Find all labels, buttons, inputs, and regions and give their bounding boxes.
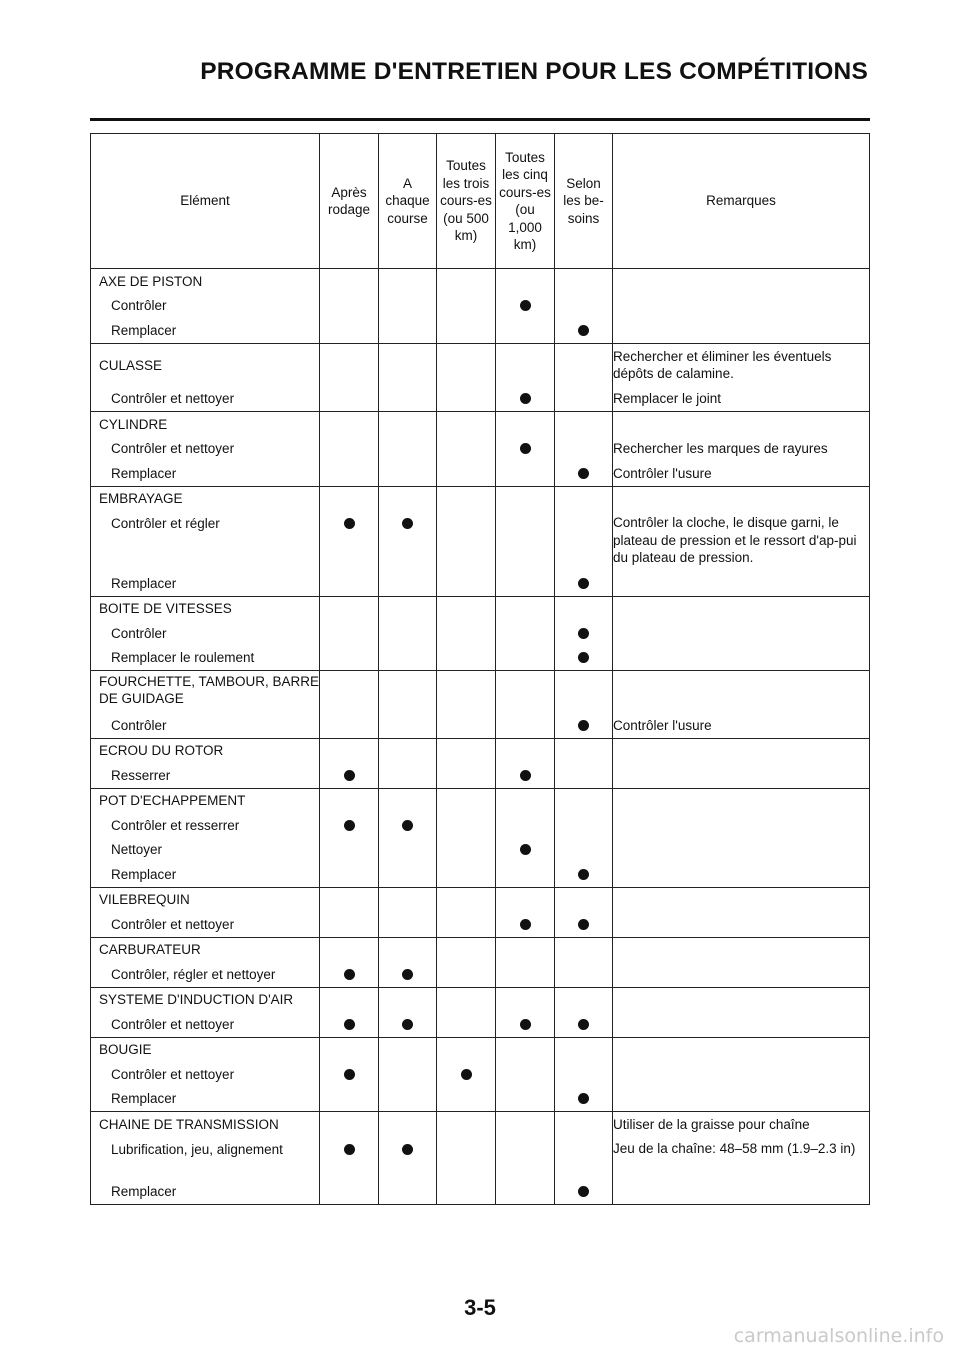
element-cell (91, 269, 320, 344)
task-label: Contrôler (111, 625, 167, 641)
table-row (91, 1037, 870, 1112)
task-label: Remplacer (111, 1091, 177, 1107)
category-title: BOUGIE (99, 1042, 152, 1058)
interval-cell (379, 269, 437, 344)
check-dot (578, 578, 589, 589)
interval-cell (555, 738, 613, 788)
remarks-cell (613, 788, 870, 887)
header-as-needed: Selon les be-soins (555, 134, 613, 269)
check-dot (344, 1144, 355, 1155)
remark-text: Contrôler la cloche, le disque garni, le plateau de pression et le ressort d'ap-pui du plateau de pression. (613, 515, 857, 565)
interval-cell (555, 412, 613, 487)
maintenance-table (90, 133, 870, 1205)
check-dot (578, 919, 589, 930)
interval-cell (496, 1037, 555, 1112)
category-title: SYSTEME D'INDUCTION D'AIR (99, 992, 294, 1008)
check-dot (402, 1019, 413, 1030)
task-label: Contrôler et nettoyer (111, 1016, 235, 1032)
check-dot (578, 1186, 589, 1197)
interval-cell (437, 486, 496, 596)
check-dot (461, 1069, 472, 1080)
element-cell (91, 1037, 320, 1112)
interval-cell (555, 788, 613, 887)
task-label: Contrôler (111, 298, 167, 314)
interval-cell (320, 987, 379, 1037)
interval-cell (379, 412, 437, 487)
interval-cell (437, 671, 496, 739)
check-dot (578, 869, 589, 880)
task-label: Nettoyer (111, 842, 163, 858)
table-row (91, 788, 870, 887)
interval-cell (379, 987, 437, 1037)
table-row (91, 738, 870, 788)
interval-cell (320, 788, 379, 887)
category-title: AXE DE PISTON (99, 273, 203, 289)
task-label: Contrôler (111, 717, 167, 733)
remark-text: Remplacer le joint (613, 391, 722, 406)
category-title: VILEBREQUIN (99, 892, 190, 908)
interval-cell (437, 596, 496, 671)
table-row (91, 987, 870, 1037)
interval-cell (555, 937, 613, 987)
task-label: Contrôler et nettoyer (111, 391, 235, 407)
remarks-cell (613, 343, 870, 412)
check-dot (344, 518, 355, 529)
check-dot (578, 325, 589, 336)
remarks-cell (613, 596, 870, 671)
table-row (91, 486, 870, 596)
remarks-cell (613, 1112, 870, 1205)
category-title: CARBURATEUR (99, 942, 201, 958)
remarks-cell (613, 987, 870, 1037)
task-label: Contrôler et nettoyer (111, 441, 235, 457)
check-dot (520, 844, 531, 855)
category-title: CYLINDRE (99, 416, 168, 432)
page-title: PROGRAMME D'ENTRETIEN POUR LES COMPÉTITIONS (200, 58, 868, 85)
task-label: Lubrification, jeu, alignement (111, 1141, 283, 1157)
table-row (91, 596, 870, 671)
check-dot (578, 1093, 589, 1104)
category-title: FOURCHETTE, TAMBOUR, BARRE DE GUIDAGE (99, 674, 320, 706)
remark-text: Rechercher les marques de rayures (613, 441, 828, 456)
remarks-cell (613, 937, 870, 987)
category-title: CHAINE DE TRANSMISSION (99, 1116, 279, 1132)
check-dot (344, 1019, 355, 1030)
element-cell (91, 412, 320, 487)
interval-cell (379, 671, 437, 739)
interval-cell (496, 788, 555, 887)
interval-cell (496, 269, 555, 344)
interval-cell (379, 596, 437, 671)
element-cell (91, 1112, 320, 1205)
element-cell (91, 788, 320, 887)
interval-cell (320, 343, 379, 412)
check-dot (578, 1019, 589, 1030)
interval-cell (379, 887, 437, 937)
element-cell (91, 596, 320, 671)
element-cell (91, 887, 320, 937)
category-title: CULASSE (99, 357, 163, 373)
table-row (91, 269, 870, 344)
task-label: Contrôler et resserrer (111, 817, 240, 833)
check-dot (344, 770, 355, 781)
interval-cell (320, 937, 379, 987)
interval-cell (496, 887, 555, 937)
check-dot (520, 300, 531, 311)
task-label: Contrôler et nettoyer (111, 916, 235, 932)
interval-cell (496, 343, 555, 412)
interval-cell (555, 671, 613, 739)
interval-cell (437, 1037, 496, 1112)
task-label: Contrôler et nettoyer (111, 1066, 235, 1082)
interval-cell (320, 1112, 379, 1205)
element-cell (91, 987, 320, 1037)
interval-cell (437, 1112, 496, 1205)
task-label: Resserrer (111, 767, 171, 783)
interval-cell (320, 486, 379, 596)
category-title: BOITE DE VITESSES (99, 601, 232, 617)
interval-cell (555, 1037, 613, 1112)
remarks-cell (613, 887, 870, 937)
interval-cell (437, 887, 496, 937)
remarks-cell (613, 269, 870, 344)
interval-cell (379, 343, 437, 412)
interval-cell (379, 1037, 437, 1112)
table-row (91, 343, 870, 412)
header-each-race: A chaque course (379, 134, 437, 269)
interval-cell (555, 596, 613, 671)
task-label: Remplacer (111, 465, 177, 481)
check-dot (520, 1019, 531, 1030)
header-after-break-in: Après rodage (320, 134, 379, 269)
check-dot (344, 1069, 355, 1080)
category-title: EMBRAYAGE (99, 491, 183, 507)
check-dot (344, 820, 355, 831)
interval-cell (320, 887, 379, 937)
category-title: ECROU DU ROTOR (99, 743, 224, 759)
remark-text: Jeu de la chaîne: 48–58 mm (1.9–2.3 in) (613, 1140, 856, 1156)
check-dot (344, 969, 355, 980)
element-cell (91, 486, 320, 596)
task-label: Remplacer le roulement (111, 650, 255, 666)
interval-cell (437, 412, 496, 487)
interval-cell (555, 343, 613, 412)
task-label: Remplacer (111, 866, 177, 882)
check-dot (578, 468, 589, 479)
interval-cell (437, 937, 496, 987)
interval-cell (555, 887, 613, 937)
title-divider (90, 118, 870, 121)
check-dot (520, 443, 531, 454)
check-dot (402, 1144, 413, 1155)
remark-text: Rechercher et éliminer les éventuels dépôts de calamine. (613, 348, 832, 381)
interval-cell (496, 671, 555, 739)
interval-cell (379, 738, 437, 788)
interval-cell (555, 486, 613, 596)
check-dot (578, 720, 589, 731)
task-label: Contrôler et régler (111, 516, 220, 531)
element-cell (91, 343, 320, 412)
interval-cell (496, 1112, 555, 1205)
interval-cell (320, 412, 379, 487)
remarks-cell (613, 486, 870, 596)
element-cell (91, 937, 320, 987)
interval-cell (379, 1112, 437, 1205)
interval-cell (320, 269, 379, 344)
interval-cell (496, 486, 555, 596)
task-label: Remplacer (111, 1184, 177, 1200)
element-cell (91, 671, 320, 739)
remark-text: Utiliser de la graisse pour chaîne (613, 1116, 810, 1132)
header-remarks: Remarques (613, 134, 870, 269)
table-row (91, 937, 870, 987)
interval-cell (437, 738, 496, 788)
interval-cell (437, 788, 496, 887)
interval-cell (496, 937, 555, 987)
remarks-cell (613, 1037, 870, 1112)
table-row (91, 671, 870, 739)
check-dot (402, 820, 413, 831)
interval-cell (320, 1037, 379, 1112)
interval-cell (437, 343, 496, 412)
interval-cell (555, 269, 613, 344)
task-label: Remplacer (111, 575, 177, 591)
remarks-cell (613, 671, 870, 739)
task-label: Remplacer (111, 322, 177, 338)
interval-cell (379, 788, 437, 887)
page-number: 3-5 (464, 1295, 496, 1320)
table-row (91, 887, 870, 937)
remark-text: Contrôler l'usure (613, 717, 712, 733)
interval-cell (555, 1112, 613, 1205)
interval-cell (496, 412, 555, 487)
interval-cell (320, 596, 379, 671)
table-row (91, 1112, 870, 1205)
table-header-row (91, 134, 870, 269)
remarks-cell (613, 412, 870, 487)
check-dot (520, 393, 531, 404)
category-title: POT D'ECHAPPEMENT (99, 793, 246, 809)
check-dot (578, 628, 589, 639)
interval-cell (379, 937, 437, 987)
interval-cell (496, 987, 555, 1037)
interval-cell (555, 987, 613, 1037)
interval-cell (496, 738, 555, 788)
interval-cell (496, 596, 555, 671)
header-element: Elément (91, 134, 320, 269)
task-label: Contrôler, régler et nettoyer (111, 966, 276, 982)
header-every-five-races: Toutes les cinq cours-es (ou 1,000 km) (496, 134, 555, 269)
element-cell (91, 738, 320, 788)
check-dot (578, 652, 589, 663)
interval-cell (320, 671, 379, 739)
check-dot (520, 919, 531, 930)
check-dot (520, 770, 531, 781)
table-row (91, 412, 870, 487)
interval-cell (437, 269, 496, 344)
check-dot (402, 969, 413, 980)
interval-cell (379, 486, 437, 596)
header-every-three-races: Toutes les trois cours-es (ou 500 km) (437, 134, 496, 269)
watermark: carmanualsonline.info (733, 1325, 944, 1347)
check-dot (402, 518, 413, 529)
interval-cell (437, 987, 496, 1037)
remarks-cell (613, 738, 870, 788)
remark-text: Contrôler l'usure (613, 465, 712, 481)
interval-cell (320, 738, 379, 788)
